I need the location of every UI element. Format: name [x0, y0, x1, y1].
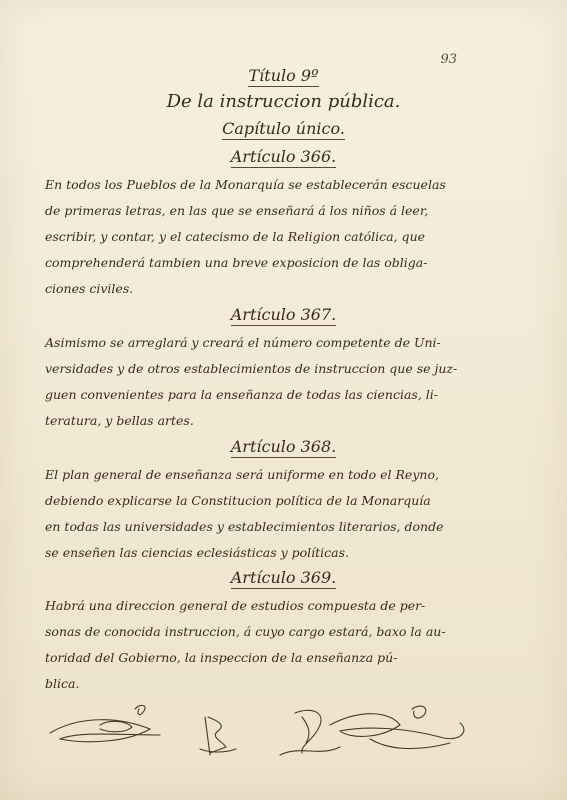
title-text: Título 9º — [248, 66, 319, 85]
article-369-heading: Artículo 369. — [230, 568, 337, 587]
article-heading — [0, 568, 567, 587]
article-367-heading: Artículo 367. — [230, 305, 337, 324]
article-368-heading: Artículo 368. — [230, 437, 337, 456]
article-366-heading: Artículo 366. — [230, 147, 337, 166]
article-heading — [0, 147, 567, 166]
article-366-text: En todos los Pueblos de la Monarquía se establecerán escuelas de primeras letras, en las que se enseñará á los niños á leer, escribir, y contar, y el catecismo de la Religion católica, que comprehenderá tambien una breve exposicion de las obliga- ciones civiles. — [45, 177, 446, 296]
article-heading — [0, 305, 567, 324]
page-number: 93 — [440, 52, 457, 67]
signature-flourish — [40, 695, 480, 765]
chapter-heading — [0, 119, 567, 138]
subtitle-heading — [0, 91, 567, 112]
subtitle-text: De la instruccion pública. — [166, 91, 401, 112]
chapter-text: Capítulo único. — [222, 119, 345, 138]
title-heading — [0, 66, 567, 85]
article-368-text: El plan general de enseñanza será uniforme en todo el Reyno, debiendo explicarse la Constitucion política de la Monarquía en todas las universidades y establecimientos literarios, donde se enseñen las ciencias eclesiásticas y políticas. — [45, 467, 444, 560]
article-367-text: Asimismo se arreglará y creará el número competente de Uni- versidades y de otros establecimientos de instruccion que se juz- guen convenientes para la enseñanza de todas las ciencias, li- teratura, y bellas artes. — [45, 335, 458, 428]
article-heading — [0, 437, 567, 456]
article-369-text: Habrá una direccion general de estudios compuesta de per- sonas de conocida instruccion, á cuyo cargo estará, baxo la au- toridad del Gobierno, la inspeccion de la enseñanza pú- blica. — [45, 598, 446, 691]
